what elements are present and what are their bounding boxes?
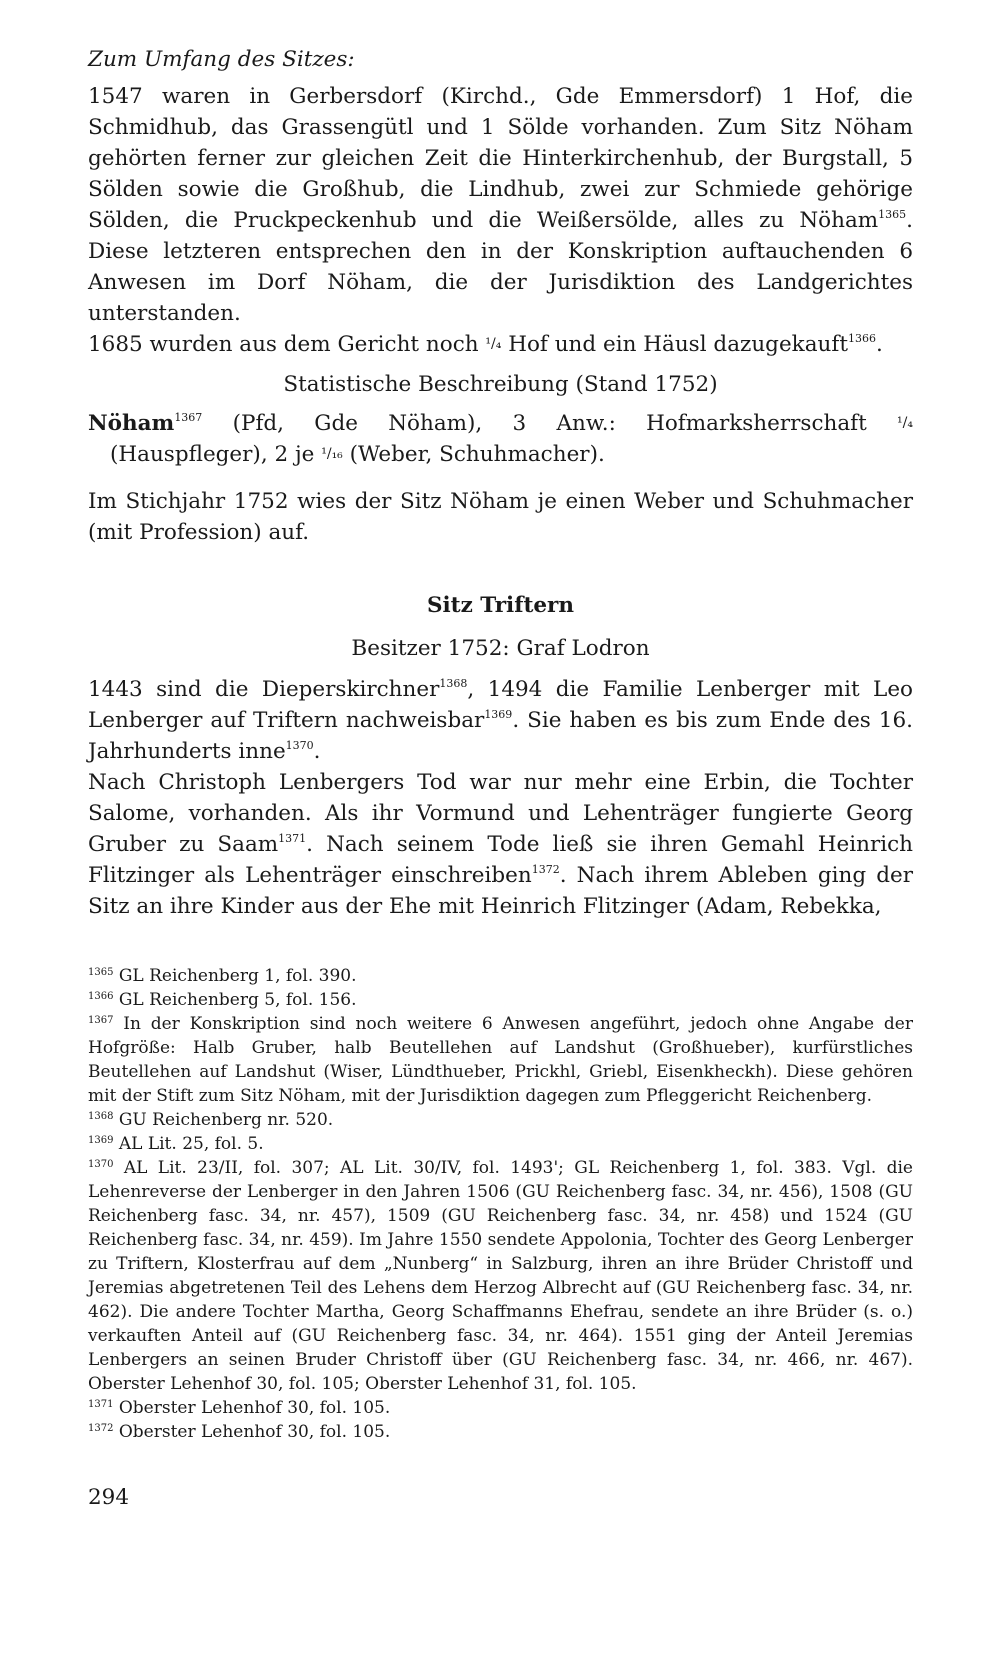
statistik-heading: Statistische Beschreibung (Stand 1752) <box>283 372 718 397</box>
paragraph-triftern-2 <box>88 767 913 922</box>
text: . Diese letzteren entsprechen den in der Konskription auftauchenden 6 Anwesen im Dorf Nöham, die der Jurisdiktion des Landgerichtes unterstanden. <box>88 208 913 326</box>
paragraph-triftern-1 <box>88 674 913 767</box>
footnote <box>88 988 913 1012</box>
footnote-number: 1365 <box>88 967 114 978</box>
page-number: 294 <box>88 1485 130 1510</box>
footnote-number: 1370 <box>88 1159 114 1170</box>
footnotes <box>88 964 913 1444</box>
statistik-entry <box>88 408 913 470</box>
text: . Nach ihrem Ableben ging der Sitz an ihre Kinder aus der Ehe mit Heinrich Flitzinger (Adam, Rebekka, <box>88 863 913 919</box>
text: 1547 waren in Gerbersdorf (Kirchd., Gde Emmersdorf) 1 Hof, die Schmidhub, das Grassengütl und 1 Sölde vorhanden. Zum Sitz Nöham gehörten ferner zur gleichen Zeit die Hinterkirchenhub, der Burgstall, 5 Sölden sowie die Großhub, die Lindhub, zwei zur Schmiede gehörige Sölden, die Pruckpeckenhub und die Weißersölde, alles zu Nöham <box>88 84 913 233</box>
fraction: ¹/₄ <box>485 336 502 352</box>
document-page <box>88 44 913 1513</box>
footnote-text: GU Reichenberg nr. 520. <box>113 1110 334 1130</box>
text: (Weber, Schuhmacher). <box>342 442 605 467</box>
footnote-text: GL Reichenberg 5, fol. 156. <box>113 990 357 1010</box>
text: , 1494 die Familie Lenberger mit Leo Lenberger auf Triftern nachweisbar <box>88 677 913 733</box>
footnote-number: 1372 <box>88 1423 114 1434</box>
fraction: ¹/₄ <box>897 415 913 431</box>
footnote <box>88 1012 913 1108</box>
footnote-text: In der Konskription sind noch weitere 6 Anwesen angeführt, jedoch ohne Angabe der Hofgröße: Halb Gruber, halb Beutellehen auf Landshut (Großhueber), kurfürstliches Beutellehen auf Landshut (Wiser, Lündthueber, Prickhl, Griebl, Eisenkheckh). Diese gehören mit der Stift zum Sitz Nöham, mit der Jurisdiktion dagegen zum Pfleggericht Reichenberg. <box>88 1014 913 1106</box>
paragraph-1685 <box>88 329 913 360</box>
footnote-number: 1366 <box>88 991 114 1002</box>
footnote-ref: 1371 <box>278 832 307 845</box>
footnote <box>88 1420 913 1444</box>
text: 1685 wurden aus dem Gericht noch <box>88 332 486 357</box>
text: . <box>313 739 321 764</box>
footnote <box>88 1132 913 1156</box>
footnote-text: Oberster Lehenhof 30, fol. 105. <box>113 1422 391 1442</box>
footnote-text: AL Lit. 23/II, fol. 307; AL Lit. 30/IV, fol. 1493'; GL Reichenberg 1, fol. 383. Vgl. die Lehenreverse der Lenberger in den Jahren 1506 (GU Reichenberg fasc. 34, nr. 456), 1508 (GU Reichenberg fasc. 34, nr. 457), 1509 (GU Reichenberg fasc. 34, nr. 458) und 1524 (GU Reichenberg fasc. 34, nr. 459). Im Jahre 1550 sendete Appolonia, Tochter des Georg Lenberger zu Triftern, Klosterfrau auf dem „Nunberg“ in Salzburg, ihren an ihre Brüder Christoff und Jeremias abgetretenen Teil des Lehens dem Herzog Albrecht auf (GU Reichenberg fasc. 34, nr. 462). Die andere Tochter Martha, Georg Schaffmanns Ehefrau, sendete an ihre Brüder (s. o.) verkauften Anteil auf (GU Reichenberg fasc. 34, nr. 464). 1551 ging der Anteil Jeremias Lenbergers an seinen Bruder Christoff über (GU Reichenberg fasc. 34, nr. 466, nr. 467). Oberster Lehenhof 30, fol. 105; Oberster Lehenhof 31, fol. 105. <box>88 1158 913 1394</box>
footnote-number: 1367 <box>88 1015 114 1026</box>
footnote <box>88 1108 913 1132</box>
footnote-ref: 1372 <box>531 863 560 876</box>
place-name: Nöham <box>88 411 175 436</box>
footnote-ref: 1366 <box>847 332 876 345</box>
footnote-text: Oberster Lehenhof 30, fol. 105. <box>113 1398 391 1418</box>
text: Nach Christoph Lenbergers Tod war nur mehr eine Erbin, die Tochter Salome, vorhanden. Als ihr Vormund und Lehenträger fungierte Georg Gruber zu Saam <box>88 770 913 857</box>
text: . <box>875 332 883 357</box>
section-title-triftern: Sitz Triftern <box>426 593 575 618</box>
footnote <box>88 1156 913 1396</box>
footnote-ref: 1368 <box>439 677 468 690</box>
footnote-text: GL Reichenberg 1, fol. 390. <box>113 966 357 986</box>
text: 1443 sind die Dieperskirchner <box>88 677 440 702</box>
paragraph-stichjahr: Im Stichjahr 1752 wies der Sitz Nöham je einen Weber und Schuhmacher (mit Profession) auf. <box>88 489 913 545</box>
text: . Sie haben es bis zum Ende des 16. Jahrhunderts inne <box>88 708 913 764</box>
footnote-number: 1368 <box>88 1111 114 1122</box>
footnote <box>88 1396 913 1420</box>
text: (Pfd, Gde Nöham), 3 Anw.: Hofmarksherrschaft <box>202 411 898 436</box>
footnote-ref: 1367 <box>174 411 203 424</box>
fraction: ¹/₁₆ <box>321 446 343 462</box>
text: Hof und ein Häusl dazugekauft <box>501 332 848 357</box>
paragraph-umfang <box>88 81 913 329</box>
owner-line: Besitzer 1752: Graf Lodron <box>351 636 650 661</box>
footnote-number: 1371 <box>88 1399 114 1410</box>
section-heading-umfang: Zum Umfang des Sitzes: <box>88 47 355 72</box>
text: (Hauspfleger), 2 je <box>110 442 322 467</box>
text: . Nach seinem Tode ließ sie ihren Gemahl Heinrich Flitzinger als Lehenträger einschreiben <box>88 832 913 888</box>
footnote-number: 1369 <box>88 1135 114 1146</box>
footnote-text: AL Lit. 25, fol. 5. <box>113 1134 264 1154</box>
footnote-ref: 1369 <box>484 708 513 721</box>
footnote-ref: 1365 <box>878 208 907 221</box>
footnote-ref: 1370 <box>285 739 314 752</box>
footnote <box>88 964 913 988</box>
